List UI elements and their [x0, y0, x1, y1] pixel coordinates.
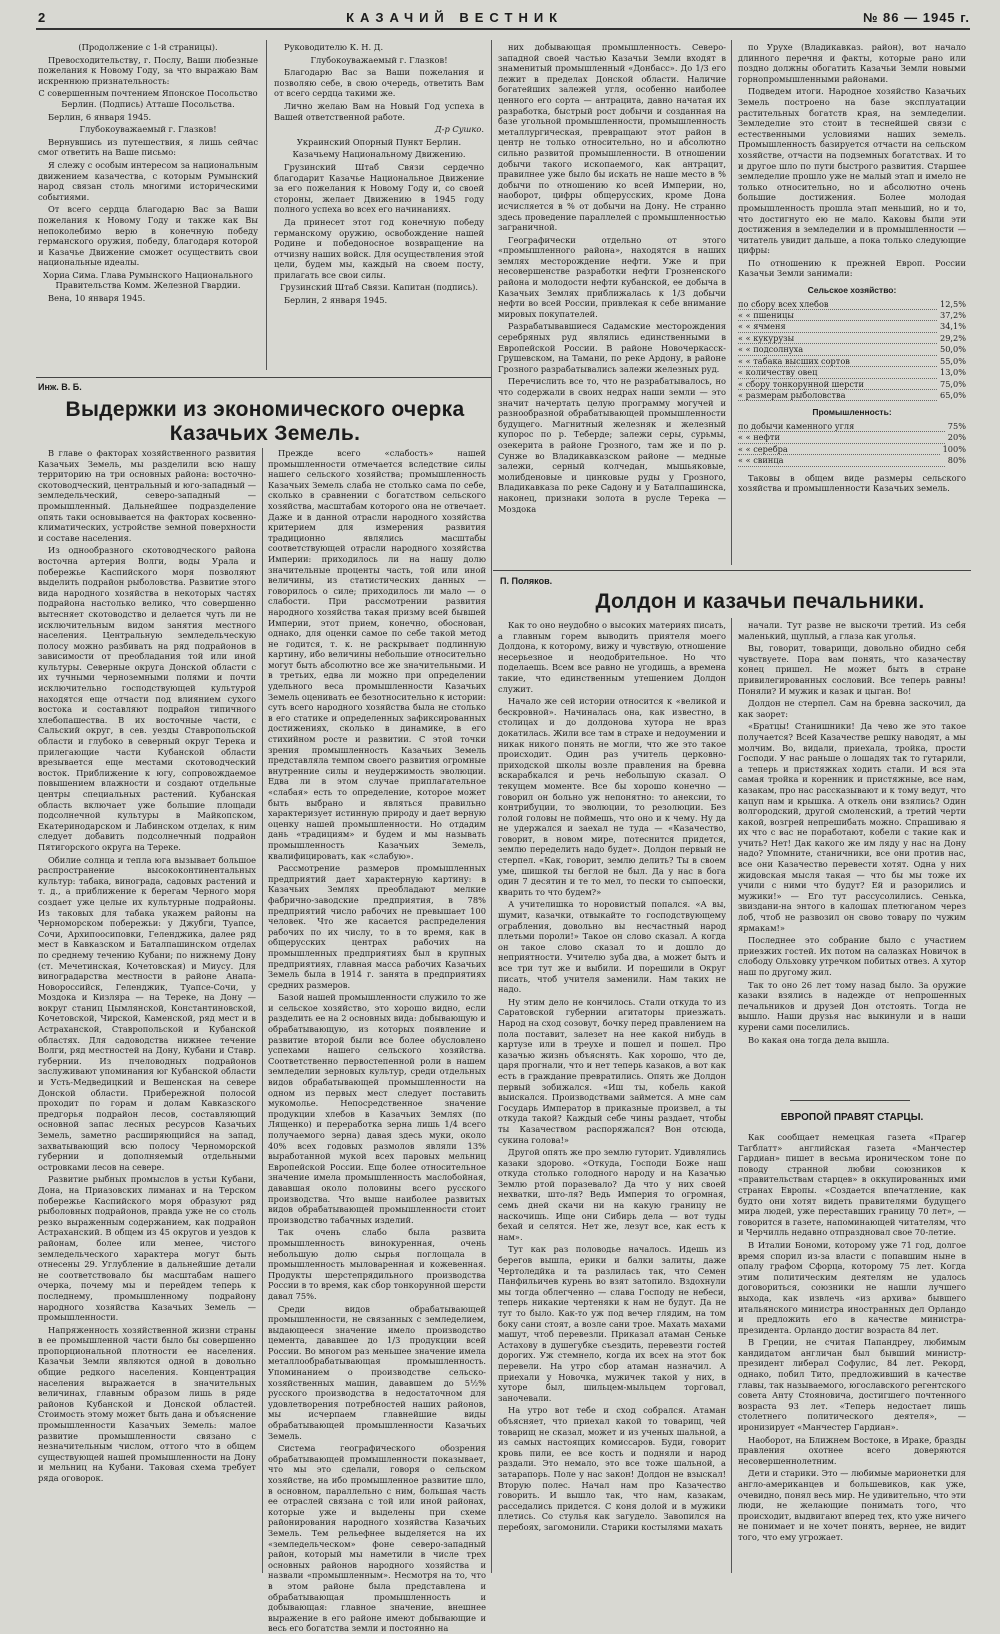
stat-label: « « ячменя [738, 321, 937, 332]
stat-row [738, 367, 966, 378]
article-paragraph: Так то оно 26 лет тому назад было. За оружие казаки взялись в надежде от непрошенных печальников и друзей Дон отстоять. Тогда не вышло. Наши друзья нас выкинули и в наши курени сами поселились. [738, 979, 966, 1032]
article-paragraph: Подведем итоги. Народное хозяйство Казачьих Земель построено на базе эксплуатации растительных богатств края, на земледелии. Земледелие это стоит в теснейшей связи с естественными условиями наших земель. Промышленность базируется отчасти на сельском хозяйстве, отчасти на подземных богатствах. И то и другое шло по пути быстрого развития. Старшее земледелие прошло уже не малый этап и имело не только относительно, но и абсолютно очень большие достижения. Более молодая промышленность прошла этап меньший, но и то, что достигнуто ею не мало. Каковы были эти достижения в земледелии и в промышленности — читатель увидит дальше, а пока только следующие цифры: [738, 86, 966, 256]
stat-value: 13,0% [939, 367, 966, 378]
article-paragraph: них добывающая промышленность. Северо-западной своей частью Казачьи Земли входят в знаменитый промышленный «Донбасс». До 1/3 его лежит в пределах Донской области. Наличие богатейших залежей угля, особенно наиболее ценного его сорта — антрацита, давно начатая их разработка, быстрый рост добычи и созданная на базе угольной промышленности, промышленность металлургическая, превращают этот район в центр не только относительно, но и абсолютно сильно развитой промышленности. В отношении добычи такого ископаемого, как антрацит, правилнее уже было бы искать не наше место в % добычи по отношению ко всей Империи, но, наоборот, цифры общерусских, кроме Дона исчисляется в % от добычи на Дону. Не странно здесь проведение параллелей с промышленностью заграничной. [498, 42, 726, 233]
stat-label: по добычи каменного угля [738, 421, 945, 432]
letter-text: От всего сердца благодарю Вас за Ваши пожелания к Новому Году и также как Вы непоколебимо верю в конечную победу германского оружия, победу, благодаря которой и Казачье Движение сможет осуществить свои национальные идеалы. [38, 204, 258, 268]
section-rule [790, 1100, 910, 1101]
letters-column-2 [274, 42, 484, 372]
stat-value: 50,0% [939, 344, 966, 355]
letter-date: Берлин, 6 января 1945. [48, 111, 152, 122]
article-paragraph: Разрабатывавшиеся Садамские месторождения серебряных руд являлись единственными в Европейской России. В районе Новочеркасск-Грушевском, на Тамани, по реке Ардону, в районе Грозного разрабатывались залежи железных руд. [498, 321, 726, 374]
stat-value: 80% [947, 455, 966, 466]
letter-signature: Хориа Сима. Глава Румынского Национального Правительства Комм. Железной Гвардии. [43, 269, 253, 291]
letter-text: Вернувшись из путешествия, я лишь сейчас смог ответить на Ваше письмо: [38, 136, 258, 158]
article3-headline: ЕВРОПОЙ ПРАВЯТ СТАРЦЫ. [780, 1112, 924, 1123]
stat-row [738, 421, 966, 432]
continuation-note: (Продолжение с 1-й страницы). [78, 42, 218, 52]
article-paragraph: Рассмотрение размеров промышленных предприятий дает характерную картину: в Казачьих Землях преобладают мелкие фабрично-заводские предприятия, в 78% предприятий число рабочих не превышает 100 человек. Что же касается распределения рабочих по их числу, то в то время, как в общерусских центрах рабочих на промышленных предприятиях был в крупных предприятиях, главная масса рабочих Казачьих Земель была в 1914 г. занята в предприятиях средних размеров. [268, 863, 486, 990]
article-paragraph: Из однообразного скотоводческого района восточна артерия Волги, воды Урала и побережье Каспийского моря позволяют выделить подрайон рыболовства. Развитие этого вида народного хозяйства в некоторых частях подрайона настолько велико, что совершенно вытесняет скотоводство и делается чуть ли не исключительным видом занятия местного населения. Центральную земледельческую полосу можно разбивать на ряд подрайонов в зависимости от преобладания той или иной культуры. Северные округа Донской области с их тучными черноземными полями и почти исключительно господствующей культурой находятся еще отчасти под влиянием сухого востока и составляют подрайон типичного хлебопашества. В их восточные части, с Сальский округ, в сев. уезды Ставропольской области и глубоко в северный округ Терека и прилегающие части Кубанской области врезывается еще местами скотоводческий восток. Приближение к югу, сопровождаемое повышением влажности и создают отдельные центры специальных растений. Кубанская область включает уже большие площади подсолнечной культуры в Майкопском, Екатеринодарском и Лабинском отделах, к ним следует добавить подсолнечный подрайон Пятигорского округа на Тереке. [38, 545, 256, 852]
article-paragraph: Во какая она тогда дела вышла. [748, 1034, 890, 1045]
article-paragraph: Перечислить все то, что не разрабатывалось, но что содержали в своих недрах наши земли — это значит начертать целую программу могучей и разнообразной обрабатывающей промышленности будущего. Магнитный железняк и железный купорос по р. Теберде; залежи серы, сурьмы, озекерита в районе Грозного, там же и по р. Сунже во Владикавказском районе — медные залежи, серный колчедан, мышьяковые, молибденовые и цинковые руды у Грозного, Владикавказа по реке Садону и у Баталпашинска, наконец, признаки золота в русле Терека — Моздока [498, 376, 726, 514]
letter-signature: Грузинский Штаб Связи. Капитан (подпись). [279, 282, 479, 293]
stat-value: 75% [947, 420, 966, 431]
article-paragraph: Обилие солнца и тепла юга вызывает большое распространение высококонтинентальных культур: табака, винограда, садовых растений и т. д., а приближение к берегам Черного моря создает уже целые их культурные подрайоны. Из таковых для табака укажем районы на Черноморском побережьи: у Джубги, Туапсе, Сочи, Архипоосиповки, Геленджика, далее ряд мест в Кавказском и Баталпашинском отделах по среднему течению Кубани; по нижнему Дону (ст. Мечетинская, Кочетовская) и Миусу. Для виноградарства местности в районе Анапа-Новороссийск, Геленджик, Туапсе-Сочи, у Моздока и Кизляра — на Тереке, на Дону — вокруг станиц Цымлянской, Константиновской, Кочетовской, Чирской, Каменской, ряд мест и в Астраханской, Ставропольской и Кубанской областях. Для садоводства нижнее течение Волги, ряд местностей на Дону, Кубани и Ставр. губернии. Из пчеловодных подрайонов заслуживают упоминания юг Кубанской области и Усть-Медведицкий и Вешенская на севере Донской области. Прибережной полосой проходит по горам и долам Кавказского предгорья подрайон лесов, составляющий основной запас лесных ресурсов Казачьих Земель, заметно расширяющийся на запад, захватывающий всю полосу Черноморской губернии и дополняемый отдельными островками лесов на севере. [38, 854, 256, 1172]
letter-signature: Д-р Сушко. [434, 124, 484, 135]
column-divider [731, 40, 732, 565]
column-divider [262, 448, 263, 1573]
letter-date: Берлин, 2 января 1945. [284, 295, 388, 306]
stat-label: « « нефти [738, 432, 945, 443]
letters-column-1 [38, 42, 258, 372]
page-number: 2 [38, 9, 47, 25]
stat-label: « « табака высших сортов [738, 356, 937, 367]
newspaper-title: КАЗАЧИЙ ВЕСТНИК [346, 9, 564, 25]
letter-text: Грузинский Штаб Связи сердечно благодарит Казачье Национальное Движение за его пожелания к Новому Году и, со своей стороны, желает Движению в 1945 году полного успеха во всех его начинаниях. [274, 161, 484, 215]
column-divider [266, 40, 267, 370]
stat-label: « « пшеницы [738, 310, 937, 321]
top-rule [36, 28, 970, 30]
article-paragraph: Как сообщает немецкая газета «Прагер Тагблатт» английская газета «Манчестер Гардиан» пишет в весьма ироническом тоне по поводу странной любви союзников к «правительствам старцев» в оккупированных ими странах Европы. «Создается впечатление, как будто они хотят видеть правителями будущего мира людей, уже переставших границу 70 лет», — говорится в газете, напоминающей читателям, что и Черчилль недавно отпраздновал свое 70-летие. [738, 1132, 966, 1238]
article-paragraph: Как то оно неудобно о высоких материях писать, а главным горем выводить приятеля моего Долдона, к которому, вижу и чувствую, отношение несерьезное и неодобрительное. Но что поделаешь. Всем все равно не угодишь, а времена такие, что единственным утешением Долдон служит. [498, 620, 726, 694]
section-rule [493, 570, 971, 571]
letter-text: Да принесет этот год конечную победу германскому оружию, освобождение нашей Родине и победоносное возвращение на отчизну наших войск. Для осуществления этой цели, будем мы, каждый на своем посту, прилагать все свои силы. [274, 216, 484, 280]
article-paragraph: По отношению к прежней Европ. России Казачьи Земли занимали: [738, 257, 966, 279]
stat-label: « « подсолнуха [738, 344, 937, 355]
article2-headline: Долдон и казачьи печальники. [595, 590, 925, 613]
stat-value: 12,5% [939, 298, 966, 309]
article-paragraph: Последнее это собрание было с участием приезжих гостей. Их потом на салазках Новичок в слободу Ольховку утречком побитых отвез. А хутор наш по другому жил. [738, 935, 966, 977]
article2-column-3 [498, 620, 726, 1573]
letter-signature: С совершенным почтением Японское Посольство Берлин. (Подпись) Атташе Посольства. [38, 88, 258, 109]
stat-value: 100% [942, 443, 966, 454]
stat-value: 37,2% [939, 310, 966, 321]
stat-value: 55,0% [939, 355, 966, 366]
stats-closing: Таковы в общем виде размеры сельского хозяйства и промышленности Казачьих земель. [738, 472, 966, 494]
article-paragraph: В главе о факторах хозяйственного развития Казачьих Земель, мы разделили всю нашу территорию на три основных района: восточно-скотоводческий, центральный и юго-западный — земледельческий, северо-западный — промышленный. Дальнейшее подразделение опять таки основывается на факторах косвенно-климатических, устройстве земной поверхности и составе населения. [38, 448, 256, 543]
stat-value: 65,0% [939, 389, 966, 400]
stat-label: « « кукурузы [738, 333, 937, 344]
article-paragraph: Дети и старики. Это — любимые марионетки для англо-американцев и большевиков, как уже, очевидно, понял весь мир. Не удивительно, что эти люди, не желающие понимать того, что происходит, выдвигают вперед тех, кто уже ничего не понимает и не хочет понять, вернее, не видит того, что ему угрожает. [738, 1468, 966, 1542]
stats-industry-title: Промышленность: [812, 407, 892, 418]
article-paragraph: Ну этим дело не кончилось. Стали откуда то из Саратовской губернии агитаторы приезжать. Народ на сход созовут, бочку перед правлением на пола поставит, залезет на нее какой нибудь в картузе или в треухе и пошел и пошел. Про казачью жизнь объяснять. Как хорошо, что де, царя прогнали, что и нет теперь казаков, а вот как есть в гражданиe превратились. Опять же Долдон первый зобижался. «Иш ты, кобель какой выискался. Производствами займется. А мне сам Государь Император в приказные произвел, а ты откуда такой? Каждый себе чины раздает, чтобы ты Казачеством распоряжался? Вон отсюда, сукина голова!» [498, 996, 726, 1145]
stat-row [738, 310, 966, 321]
article-paragraph: Географически отдельно от этого «промышленного района», находятся в наших землях месторождение нефти. Уже и при несовершенстве разработки нефти Грозненского района и молодости нефти кубанской, ее добыча в Казачьих Землях приближалась к 1/3 добычи нефти во всей России, привлекая к себе внимание мировых покупателей. [498, 234, 726, 319]
stat-row [738, 444, 966, 455]
stat-row [738, 432, 966, 443]
article-paragraph: Начало же сей истории относится к «великой и бескровной». Начиналась она, как известно, в столицах и до долдонова хутора не враз докатилась. Жили все там в страхе и недоумении и никак никого понять не могли, что же это такое происходит. Один раз учитель церковно-приходской школы возле правления на бревна вскарабкался и речь небольшую сказал. О текущем моменте. Все бы хорошо конечно — говорил он больно уж непонятно: то анексии, то контрибуции, то эволюции, то резолюции. Без голой головы не поймешь, что оно и к чему. Ну да не удержался и заехал не туда — «Казачество, говорит, в новом мире, потеснится придется, землю переделить надо будет». Долдон первый не стерпел. «Как, говорит, землю делить? Ты в своем уме, шишкой ты беглой не был. Да у нас в бога один 7 десятин и те то мел, то пески то сыпоески, кварить то что будем?» [498, 696, 726, 897]
article-paragraph: На утро вот тебе и сход собрался. Атаман объясняет, что приехал какой то товарищ, чей товарищ не сказал, может и из ученых шальной, а из самых настоящих комиссаров. Буди, говорит кровь пили, ее все кость и подняли и народ раздали. Это немало, это все тоже шальной, а затарапорь. Поле у нас закон! Долдон не взыскал! Вторую полес. Начал нам про Казачество говорить. И вышло так, что нам, казакам, расседались придется. С коня долой и в мужики плетись. Со стулья как загудело. Завопился на перебоях, загомонили. Старики костылями махать [498, 1405, 726, 1532]
article1-column-2 [268, 448, 486, 1634]
column-divider [731, 618, 732, 1573]
stat-value: 75,0% [939, 378, 966, 389]
letter-date: Вена, 10 января 1945. [48, 293, 146, 304]
stat-label: « количеству овец [738, 367, 937, 378]
article-paragraph: Базой нашей промышленности служило то же и сельское хозяйство, это хорошо видно, если разделить ее на 2 основных вида: добывающую и обрабатывающую, из которых появление и развитие второй были все более обусловлено успехами нашего сельского хозяйства. Соответственно первостепенной роли в нашем земледелии зерновых культур, среди отдельных видов обрабатывающей промышленности на одном из первых мест следует поставить мукомолье. Непосредственное значение продукции хлебов в Казачьих Землях (по Лященко) и переработка зерна лишь 1/4 всего получаемого зерна) давая здесь муки, около 40% всех годовых размолов являли 13% выработанной мукой всех паровых мельниц Европейской России. Еще более относительное значение имела промышленность маслобойная, дававшая около половины всего русского производства. Что выше наиболее развитых видов обрабатывающей промышленности стоит производство табачных изделий. [268, 992, 486, 1225]
column-divider [491, 40, 492, 1573]
letter-addressee: Казачьему Национальному Движению. [292, 149, 466, 160]
article-paragraph: Система географического обозрения обрабатывающей промышленности показывает, что мы это сделали, говоря о сельском хозяйстве, на ибо промышленное развитие шло, в основном, параллельно с ним, большая часть ее отраслей связана с той или иной районах, которые уже и выделены при схеме районирования народного хозяйства Казачьих Земель. Тем рельефнее выделяется на их «земледельческом» фоне северо-западный район, который мы наметили в числе трех основных районов народного хозяйства и назвали «промышленным». Несмотря на то, что в этом районе была представлена и обрабатывающая промышленность и добывающая: главное значение, внешнее выражение в его районе имеют добывающие и весь его богатства земли и постоянно на [268, 1443, 486, 1634]
article3-column [738, 1132, 966, 1573]
letter-salutation: Глубокоуважаемый г. Глазков! [310, 54, 448, 65]
article-paragraph: Наоборот, на Ближнем Востоке, в Ираке, бразды правления охотнее всего доверяются несовершеннолетним. [738, 1434, 966, 1466]
article-paragraph: Развитие рыбных промыслов в устьи Кубани, Дона, на Приазовских лиманах и на Терском побережье Каспийского моря образуют ряд рыболовных подрайонов, правда уже не со столь резко выраженным содержанием, как подрайон Астраханский. В общем из 45 округов и уездов к районам, более или менее, чистого земледельческого характера могут быть отнесены 29. Углубление в дальнейшие детали не соответствовало бы масштабам нашего очерка, почему мы и перейдем теперь к последнему, промышленному подрайону народного хозяйства Казачьих Земель — промышленности. [38, 1174, 256, 1323]
economy-column-3 [498, 42, 726, 567]
article-paragraph: В Греции, не считая Папандреу, любимым кандидатом англичан был бывший министр-президент либерал Софулис, 84 лет. Рекорд, однако, побил Тито, предложивший в качестве главы, так называемого, югославского регентского совета Анту Стояновича, достигшего почтенного возраста 93 лет. «Теперь недостает лишь столетнего политического деятеля», — иронизирует «Манчестер Гардиан». [738, 1337, 966, 1433]
stat-row [738, 455, 966, 466]
article2-column-4 [738, 620, 966, 1045]
stat-label: « размерам рыболовства [738, 390, 937, 401]
letter-salutation: Глубокоуважаемый г. Глазков! [79, 124, 217, 135]
article-paragraph: по Урухе (Владикавказ. район), вот начало длинного перечня и факты, которые рано или поздно должны обогатить Казачьи Земли новыми горнопромышленными районами. [738, 42, 966, 84]
letter-text: Я слежу с особым интересом за национальным движением казачества, с которым Румынский народ связан столь многими историческими событиями. [38, 159, 258, 202]
article2-byline: П. Поляков. [500, 576, 553, 586]
section-rule [36, 377, 491, 378]
stat-label: « сбору тонкорунной шерсти [738, 379, 937, 390]
stat-row [738, 344, 966, 355]
stat-row [738, 379, 966, 390]
issue-number: № 86 — 1945 г. [862, 9, 970, 25]
stat-value: 29,2% [939, 332, 966, 343]
article-paragraph: «Братцы! Станишники! Да чево же это такое получается? Всей Казачестве решку наводят, а мы молчим. Во, видали, приехала, тройка, прости Господи. У нас раньше о лошадях так то гутарили, а теперь и пристяжках ходить стали. И вся эта самая тройка и коренник и пристяжные, все нам, казакам, про нас рассказывают и к тому ведут, что кацуп нам и крышка. А откель они взялись? Один волгородский, другой смоленский, а третий черти какой, возгрей непрешибать можно. Спрашиваю я их что с вас не поработают, кобели с такие как и учить? Нет! Дак какого же им ляду у нас на Дону надо? Упомните, станичники, все они против нас, все они Казачество перевести хотят. Одна у них жидовская мысля такая — что бы мы тоже их учили с ними что будут? Ей и разорились и мужики!» — Его тут рассусолились. Сенька, звиздани-на энтого в калошах плетюганом через лоб, чтоб не развозил он свово товару по чужим ярмакам!» [738, 721, 966, 933]
article-paragraph: Тут как раз половодье началось. Идешь из берегов вышла, ерики и балки залиты, даже Чертоледйка и та разлилась так, что Семен Панфильичев курень во взят затопило. Вздохнули мы тогда облегченно — слава Господу не небеси, теперь никакие чертеняки к нам не будут. Да не тут то было. Как-то уж под вечер глядим, на том боку сани стоят, а возле сани трое. Махать махами машут, чтоб перевезли. Приказал атаман Сеньке Астахову в душегубке съездить, перевезти гостей дорогих. Уж стемнело, когда их всех на этот бок перевели. На утро сбор атаман назначил. А приехали у Новочка, мужичек такой у них, в хуторе был, шильцем-мыльцем торговал, заночевали. [498, 1244, 726, 1403]
article-paragraph: Так очень слабо была развита промышленность винокуренная, очень небольшую долю сырья поглощала в промышленность мыловаренная и кожевенная. Продукты шерстепрядильного производства России в то время, как сбор тонкорунной шерсти давал 75%. [268, 1227, 486, 1301]
stats-agri-title: Сельское хозяйство: [807, 285, 897, 296]
article-paragraph: Среди видов обрабатывающей промышленности, не связанных с земледелием, выдающееся значение имело производство цемента, дававшее до 1/3 продукции всей России. Во многом раз меньшее значение имела металлообрабатывающая промышленность. Упоминанием о производстве сельско-хозяйственных машин, дававшем до 5½% русского производства в недостаточном для удовлетворения потребностей наших районов, мы исчерпаем главнейшие виды обрабатывающей промышленности Казачьих Земель. [268, 1303, 486, 1441]
masthead [38, 6, 970, 28]
article-paragraph: Долдон не стерпел. Сам на бревна заскочил, да как заорет: [738, 698, 966, 719]
article1-column-1 [38, 448, 256, 1573]
article-paragraph: В Италии Бономи, которому уже 71 год, долгое время спорил из-за власти с попавшим ныне в опалу графом Сфорца, которому 75 лет. Когда этим политическим деятелям не удалось договориться, союзники не нашли лучшего выхода, как извлечь «из архива» бывшего итальянского министра иностранных дел Орландо и предложить его в качестве министра-президента. Орландо достиг возраста 84 лет. [738, 1239, 966, 1335]
letter-text: Превосходительству, г. Послу, Ваши любезные пожелания к Новому Году, за что выражаю Вам искреннюю признательность: [38, 54, 258, 86]
stat-row [738, 321, 966, 332]
stat-value: 20% [947, 432, 966, 443]
article-paragraph: Вы, говорит, товарищи, довольно обидно себя чувствуете. Пора вам понять, что казачеству конец пришел. Не может быть в стране привилегированных сословий. Все теперь равны! Поняли? И мужик и казак и цыган. Во! [738, 643, 966, 696]
stat-row [738, 390, 966, 401]
article1-byline: Инж. В. Б. [38, 382, 82, 392]
letter-addressee: Руководителю К. Н. Д. [284, 42, 384, 52]
letter-signature: Украинский Опорный Пункт Берлин. [296, 136, 462, 147]
letter-text: Благодарю Вас за Ваши пожелания и позволяю себе, в свою очередь, ответить Вам от всего сердца такими же. [274, 67, 484, 99]
stat-label: « « серебра [738, 444, 940, 455]
stat-label: « « свинца [738, 455, 945, 466]
article-paragraph: начали. Тут разве не выскочи третий. Из себя маленький, щуплый, а глаза как уголья. [738, 620, 966, 641]
letter-text: Лично желаю Вам на Новый Год успеха в Вашей ответственной работе. [274, 100, 484, 122]
stat-row [738, 299, 966, 310]
article-paragraph: Напряженность хозяйственной жизни страны в ее промышленной части было бы совершенно пропорциональной плотности ее населения. Казачьи Земли являются одной в довольно общие редкого населения. Концентрация населения выражается в значительных величинах, главным образом лишь в ряде районов Кубанской и Донской областей. Стоимость этому может быть дана и объяснение промышленности Казачьих Земель: малое развитие промышленности связано с незначительным числом, оттого что в общем существующей нашей промышленности на Дону и мельниц на Кубани. Таковая схема требует ряда оговорок. [38, 1324, 256, 1483]
stat-row [738, 356, 966, 367]
stat-label: по сбору всех хлебов [738, 299, 937, 310]
economy-column-4 [738, 42, 966, 567]
article-paragraph: Другой опять же про землю гуторит. Удивлялись казаки здорово. «Откуда, Господи Боже наш откуда столько голодного народу и на Казачью Землю ртой поразевало? Да что у них своей нехватки, што-ля? Ведь Империя то огромная, семь дней скачи ни на какую границу не наскочишь. Ище они Сибирь дела — вот туды бехай и селятся. Нет же, лезут все, как есть к нам». [498, 1147, 726, 1242]
stat-value: 34,1% [939, 321, 966, 332]
stat-row [738, 333, 966, 344]
article-paragraph: А учителишка то норовистый попался. «А вы, шумит, казачки, отвыкайте то господствующему ограбления, довольно вы несчастный народ плетьми пороли!» Такое он слово сказал. А когда он такое слово сказал то и дошло до неприятности. Учителю зуба два, а может быть и все три тут же и выбили. И порешили в Округ писать, чтоб учителя заменили. Нам таких не надо. [498, 899, 726, 995]
article1-headline: Выдержки из экономического очерка Казачьих Земель. [65, 398, 465, 445]
article-paragraph: Прежде всего «слабость» нашей промышленности отмечается вследствие силы нашего сельского хозяйства; промышленность Казачьих Земель слаба не столько сама по себе, сколько в сравнении с богатством сельского хозяйства, масштабам которого она не отвечает. Даже и в данной отрасли народного хозяйства критерием для измерения развития традиционно являлись масштабы соответствующей отрасли народного хозяйства Империи: приходилось ли на нашу долю значительные проценты часть, той или иной величины, из статистических данных — говорилось о силе; приходилось ли мало — о слабости. При рассмотрении развития народного хозяйства такая призму всей бывшей Империи, этот прием, конечно, обоснован, однако, для оценки самое по себе такой метод не годится, т. к. не раскрывает подлинную картину, ибо величины небольшие относительно могут быть абсолютно все же значительными. И в третьих, едва ли можно при определении удельного веса промышленности Казачьих Земель оценивать ее безотносительно к истории: суть всего народного хозяйства была не столько в его статике и определенных зафиксированных достижениях, сколько в динамике, в его стихийном росте и развитии. С этой точки зрения промышленность Казачьих Земель представляла темпом своего развития огромные внутренние силы и неудержимость эволюции. Едва ли в этом случае приплагательное «слабая» есть то определение, которое может быть выбрано и являться правильно характеризует истинную природу и дает верную оценку нашей промышленности. Но отдадим дань «традициям» и будем и мы называть промышленность Казачьих Земель, квалифицировать, как «слабую». [268, 448, 486, 861]
